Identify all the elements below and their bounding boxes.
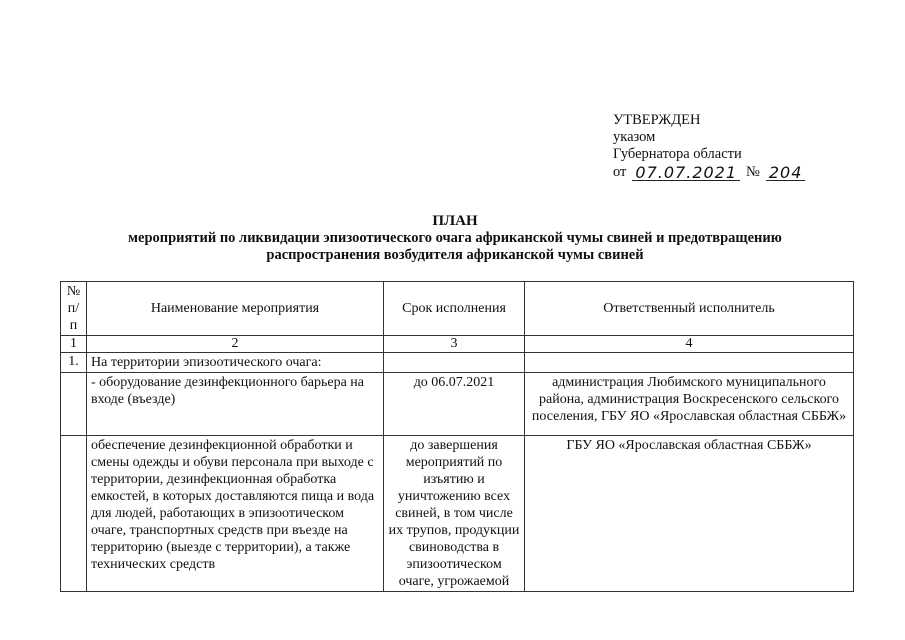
- table-row: [61, 373, 854, 436]
- row-number: [61, 373, 87, 436]
- row-number: 1.: [61, 353, 87, 373]
- row-number: [61, 436, 87, 592]
- plan-table: [60, 281, 854, 592]
- row-deadline: до завершения мероприятий по изъятию и уничтожению всех свиней, в том числе их трупов, продукции свиноводства в эпизоотическом очаге, угрожаемой: [384, 436, 525, 592]
- row-executor: [525, 353, 854, 373]
- row-activity: обеспечение дезинфекционной обработки и смены одежды и обуви персонала при выходе с территории, дезинфекционная обработка емкостей, в которых доставляются пища и вода для людей, работающих в эпизоотическом очаге, транспортных средств при въезде на территорию (выезде с территории), а также технических средств: [87, 436, 384, 592]
- row-deadline: до 06.07.2021: [384, 373, 525, 436]
- handwritten-date: 07.07.2021: [632, 165, 740, 181]
- column-number: 1: [61, 336, 87, 353]
- row-executor: ГБУ ЯО «Ярославская областная СББЖ»: [525, 436, 854, 592]
- table-header-row: [61, 282, 854, 336]
- column-number: 4: [525, 336, 854, 353]
- row-activity: На территории эпизоотического очага:: [87, 353, 384, 373]
- approval-date-number: [613, 164, 843, 181]
- header-activity: Наименование мероприятия: [87, 282, 384, 336]
- header-deadline: Срок исполнения: [384, 282, 525, 336]
- from-label: от: [613, 164, 627, 180]
- table-row: [61, 436, 854, 592]
- approval-status: УТВЕРЖДЕН: [613, 112, 701, 128]
- document-title: [60, 213, 850, 264]
- header-number: № п/п: [61, 282, 87, 336]
- column-number-row: [61, 336, 854, 353]
- handwritten-number: 204: [766, 165, 806, 181]
- approval-decree: указом: [613, 129, 656, 145]
- column-number: 2: [87, 336, 384, 353]
- title-line-1: мероприятий по ликвидации эпизоотического очага африканской чумы свиней и предотвращению: [128, 230, 782, 246]
- title-heading: ПЛАН: [432, 213, 478, 229]
- number-label: №: [746, 164, 760, 180]
- column-number: 3: [384, 336, 525, 353]
- row-activity: - оборудование дезинфекционного барьера на входе (въезде): [87, 373, 384, 436]
- table-row: [61, 353, 854, 373]
- row-deadline: [384, 353, 525, 373]
- row-executor: администрация Любимского муниципального района, администрация Воскресенского сельского поселения, ГБУ ЯО «Ярославская областная СББЖ»: [525, 373, 854, 436]
- approval-block: [613, 112, 843, 181]
- header-executor: Ответственный исполнитель: [525, 282, 854, 336]
- approval-governor: Губернатора области: [613, 146, 742, 162]
- title-line-2: распространения возбудителя африканской чумы свиней: [266, 247, 644, 263]
